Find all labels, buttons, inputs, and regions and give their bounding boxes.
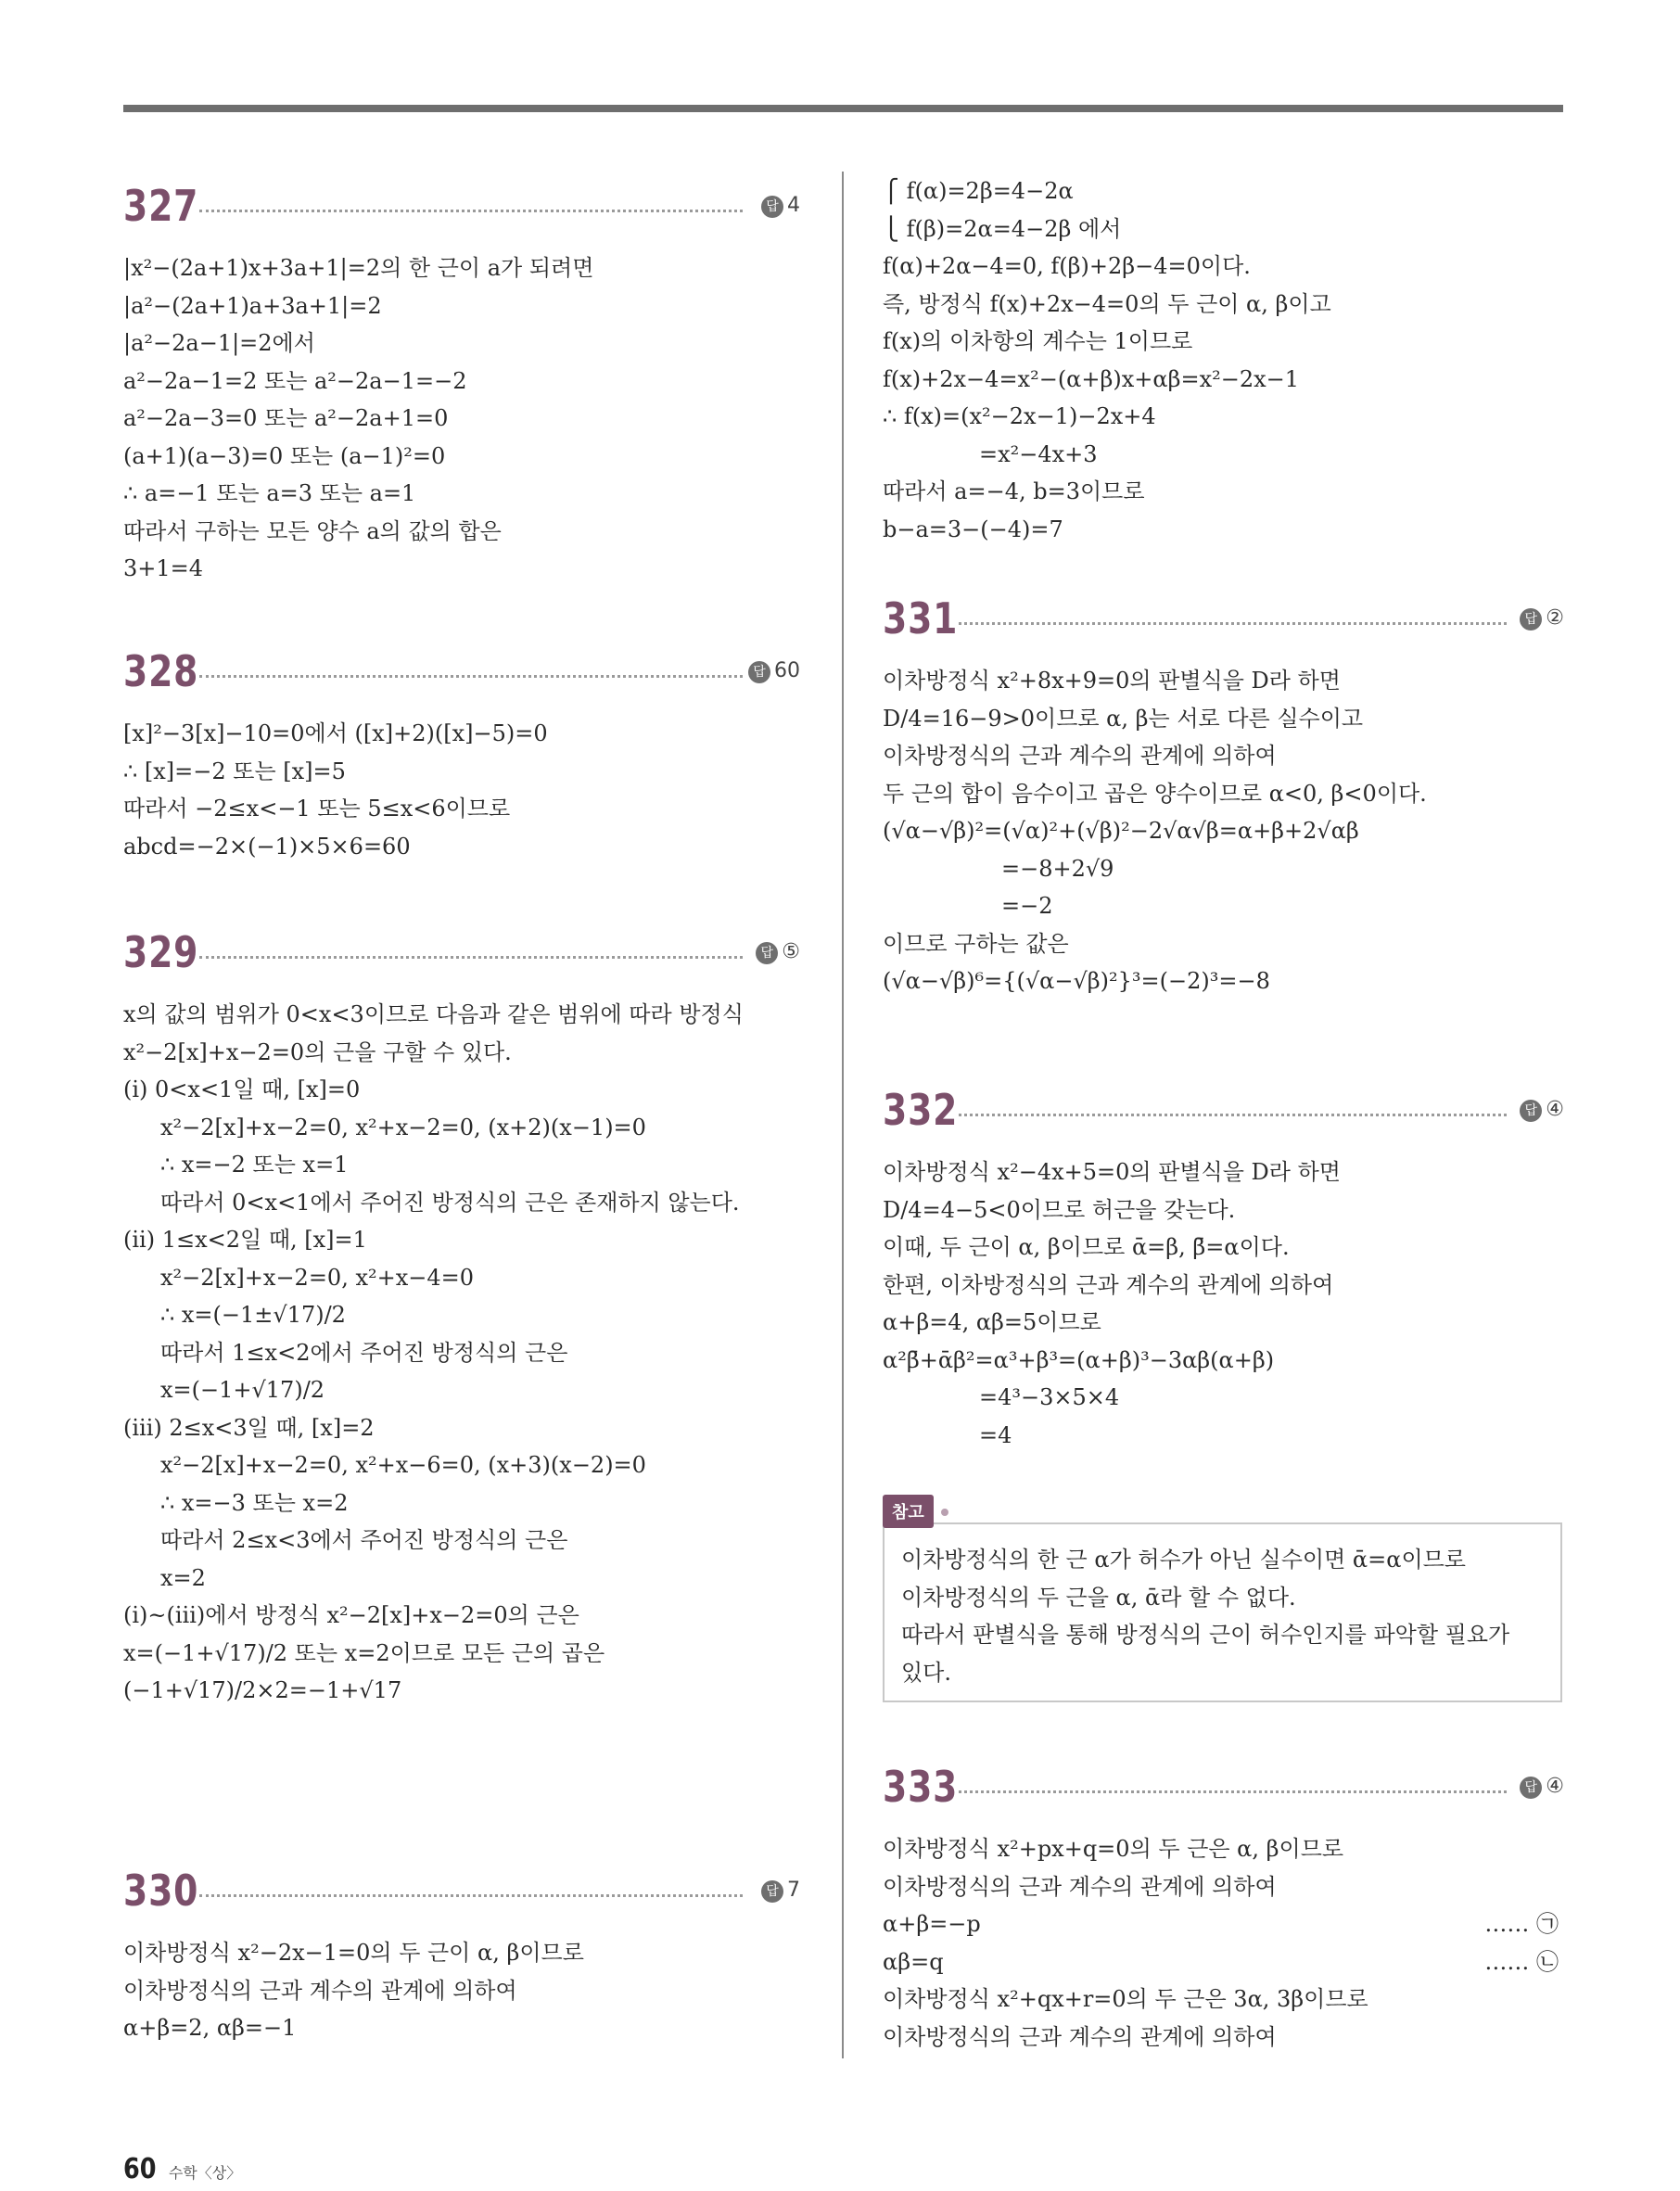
solution-line <box>883 1830 1564 1868</box>
line-text: x²−2[x]+x−2=0, x²+x−6=0, (x+3)(x−2)=0 <box>160 1452 646 1478</box>
solution-line <box>123 1146 800 1184</box>
problem-330 <box>123 1866 800 2047</box>
solution-line <box>123 1972 800 2010</box>
line-text: =−8+2√9 <box>1001 855 1114 882</box>
solution-line <box>123 790 800 828</box>
leader-dots <box>199 1894 743 1897</box>
continued-solution-330 <box>883 169 1564 548</box>
problem-327 <box>123 181 800 588</box>
solution-line <box>123 1522 800 1560</box>
solution-line <box>123 996 800 1034</box>
column-divider <box>842 172 844 2058</box>
answer-value: ② <box>1546 606 1564 630</box>
problem-329 <box>123 927 800 1710</box>
solution-line <box>123 1371 800 1409</box>
answer-label <box>748 659 800 683</box>
solution-line <box>883 1379 1564 1417</box>
solution-line <box>123 363 800 401</box>
solution-line <box>123 1184 800 1222</box>
solution-line <box>883 1981 1564 2019</box>
solution-line <box>883 850 1564 888</box>
solution-line <box>123 1034 800 1072</box>
line-text: 두 근의 합이 음수이고 곱은 양수이므로 α<0, β<0이다. <box>883 780 1427 807</box>
answer-value: ④ <box>1546 1098 1564 1121</box>
line-text: x의 값의 범위가 0<x<3이므로 다음과 같은 범위에 따라 방정식 <box>123 1001 744 1027</box>
problem-header <box>883 1085 1564 1150</box>
problem-number: 329 <box>123 927 199 977</box>
line-text: ⎩ f(β)=2α=4−2β 에서 <box>883 215 1122 242</box>
line-text: 이차방정식의 근과 계수의 관계에 의하여 <box>883 1873 1277 1900</box>
note-line: 따라서 판별식을 통해 방정식의 근이 허수인지를 파악할 필요가 <box>901 1622 1510 1648</box>
problem-header <box>123 181 800 246</box>
solution-lines <box>883 172 1564 548</box>
answer-icon: 답 <box>748 661 770 683</box>
reference-note <box>883 1495 1562 1702</box>
solution-line <box>883 1304 1564 1342</box>
solution-line <box>123 1672 800 1710</box>
line-text: ⎧ f(α)=2β=4−2α <box>883 178 1074 204</box>
solution-line <box>123 1446 800 1484</box>
problem-331 <box>883 593 1564 1000</box>
answer-label <box>1520 606 1564 631</box>
line-text: b−a=3−(−4)=7 <box>883 516 1063 542</box>
solution-line <box>123 513 800 551</box>
solution-line <box>123 400 800 438</box>
note-bullet-icon <box>941 1509 948 1516</box>
solution-line <box>883 925 1564 963</box>
problem-328 <box>123 646 800 865</box>
leader-dots <box>199 675 743 678</box>
line-text: x²−2[x]+x−2=0, x²+x−2=0, (x+2)(x−1)=0 <box>160 1114 646 1140</box>
solution-line <box>123 249 800 287</box>
answer-label <box>756 940 800 964</box>
line-text: 3+1=4 <box>123 555 204 581</box>
solution-lines <box>123 715 800 865</box>
line-text: 이차방정식 x²+px+q=0의 두 근은 α, β이므로 <box>883 1836 1344 1862</box>
problem-header <box>883 1762 1564 1827</box>
solution-line <box>883 887 1564 925</box>
solution-line <box>883 1905 1564 1943</box>
solution-line <box>883 962 1564 1000</box>
answer-value: 60 <box>774 659 800 682</box>
solution-line <box>123 1296 800 1334</box>
line-text: 이차방정식의 근과 계수의 관계에 의하여 <box>883 743 1277 769</box>
line-text: |a²−(2a+1)a+3a+1|=2 <box>123 292 382 319</box>
problem-number: 331 <box>883 593 959 643</box>
line-text: 따라서 0<x<1에서 주어진 방정식의 근은 존재하지 않는다. <box>160 1189 740 1216</box>
line-text: [x]²−3[x]−10=0에서 ([x]+2)([x]−5)=0 <box>123 720 548 746</box>
solution-line <box>123 1109 800 1147</box>
solution-line <box>123 1934 800 1972</box>
leader-dots <box>959 622 1507 625</box>
solution-line <box>123 475 800 513</box>
answer-value: ④ <box>1546 1775 1564 1798</box>
line-text: ∴ x=−3 또는 x=2 <box>160 1489 349 1516</box>
answer-icon: 답 <box>1520 1777 1542 1799</box>
problem-number: 332 <box>883 1085 959 1135</box>
solution-lines <box>883 1153 1564 1454</box>
equation-tag: …… ㉡ <box>1484 1948 1559 1975</box>
line-text: 이차방정식의 근과 계수의 관계에 의하여 <box>123 1977 517 2004</box>
note-label: 참고 <box>883 1495 934 1528</box>
note-line: 있다. <box>901 1659 951 1686</box>
solution-line <box>123 1409 800 1447</box>
line-text: (ⅰ)~(ⅲ)에서 방정식 x²−2[x]+x−2=0의 근은 <box>123 1602 579 1628</box>
solution-line <box>883 1267 1564 1305</box>
line-text: (ⅲ) 2≤x<3일 때, [x]=2 <box>123 1414 375 1441</box>
line-text: ∴ x=(−1±√17)/2 <box>160 1302 346 1328</box>
top-rule <box>123 105 1563 112</box>
answer-icon: 답 <box>1520 1100 1542 1122</box>
answer-label <box>1520 1098 1564 1122</box>
solution-line <box>123 1484 800 1522</box>
solution-line <box>883 172 1564 210</box>
problem-header <box>123 927 800 992</box>
solution-line <box>123 325 800 363</box>
solution-line <box>883 2019 1564 2057</box>
solution-lines <box>883 662 1564 1000</box>
answer-value: 4 <box>787 194 800 217</box>
line-text: D/4=16−9>0이므로 α, β는 서로 다른 실수이고 <box>883 705 1364 732</box>
line-text: =x²−4x+3 <box>979 440 1098 467</box>
solution-line <box>883 1191 1564 1229</box>
answer-value: ⑤ <box>782 940 800 963</box>
line-text: x=2 <box>160 1564 206 1591</box>
line-text: 이차방정식의 근과 계수의 관계에 의하여 <box>883 2023 1277 2050</box>
line-text: 한편, 이차방정식의 근과 계수의 관계에 의하여 <box>883 1271 1334 1298</box>
solution-line <box>883 700 1564 738</box>
solution-line <box>883 398 1564 436</box>
line-text: 이차방정식 x²−2x−1=0의 두 근이 α, β이므로 <box>123 1940 584 1966</box>
solution-line <box>883 737 1564 775</box>
line-text: α+β=4, αβ=5이므로 <box>883 1309 1101 1335</box>
line-text: ∴ [x]=−2 또는 [x]=5 <box>123 758 346 784</box>
answer-icon: 답 <box>1520 608 1542 631</box>
solution-line <box>123 438 800 476</box>
line-text: 따라서 a=−4, b=3이므로 <box>883 478 1145 504</box>
line-text: =4 <box>979 1421 1012 1448</box>
line-text: (ⅰ) 0<x<1일 때, [x]=0 <box>123 1076 361 1102</box>
line-text: abcd=−2×(−1)×5×6=60 <box>123 833 411 860</box>
line-text: |x²−(2a+1)x+3a+1|=2의 한 근이 a가 되려면 <box>123 255 594 281</box>
solution-line <box>123 715 800 753</box>
line-text: 이때, 두 근이 α, β이므로 ᾱ=β, β̄=α이다. <box>883 1234 1290 1260</box>
leader-dots <box>199 210 743 212</box>
solution-line <box>123 2009 800 2047</box>
solution-line <box>883 1229 1564 1267</box>
solution-line <box>883 1868 1564 1906</box>
solution-line <box>123 828 800 866</box>
page-number: 60 <box>123 2153 157 2185</box>
line-text: D/4=4−5<0이므로 허근을 갖는다. <box>883 1196 1236 1223</box>
answer-label <box>1520 1775 1564 1799</box>
solution-line <box>123 1334 800 1372</box>
problem-header <box>883 593 1564 658</box>
solution-line <box>123 550 800 588</box>
line-text: 따라서 2≤x<3에서 주어진 방정식의 근은 <box>160 1527 568 1553</box>
line-text: 이차방정식 x²+8x+9=0의 판별식을 D라 하면 <box>883 668 1341 694</box>
book-title: 수학〈상〉 <box>168 2164 242 2182</box>
line-text: 즉, 방정식 f(x)+2x−4=0의 두 근이 α, β이고 <box>883 290 1331 317</box>
solution-line <box>883 248 1564 286</box>
line-text: a²−2a−3=0 또는 a²−2a+1=0 <box>123 405 449 431</box>
solution-line <box>883 775 1564 813</box>
solution-line <box>123 753 800 791</box>
line-text: a²−2a−1=2 또는 a²−2a−1=−2 <box>123 367 467 394</box>
line-text: ∴ a=−1 또는 a=3 또는 a=1 <box>123 480 416 506</box>
line-text: f(α)+2α−4=0, f(β)+2β−4=0이다. <box>883 253 1251 279</box>
answer-icon: 답 <box>761 196 783 218</box>
line-text: =−2 <box>1001 893 1053 919</box>
solution-line <box>883 210 1564 248</box>
solution-line <box>123 287 800 325</box>
line-text: |a²−2a−1|=2에서 <box>123 330 315 356</box>
solution-line <box>883 1342 1564 1380</box>
leader-dots <box>959 1790 1507 1793</box>
line-text: x²−2[x]+x−2=0, x²+x−4=0 <box>160 1264 475 1291</box>
solution-line <box>883 812 1564 850</box>
equation-tag: …… ㉠ <box>1484 1911 1559 1937</box>
solution-line <box>123 1071 800 1109</box>
line-text: x=(−1+√17)/2 <box>160 1377 325 1403</box>
answer-label <box>761 194 800 218</box>
solution-line <box>883 436 1564 474</box>
solution-lines <box>123 249 800 588</box>
solution-line <box>883 1943 1564 1981</box>
solution-line <box>883 473 1564 511</box>
line-text: α+β=2, αβ=−1 <box>123 2015 297 2041</box>
problem-number: 328 <box>123 646 199 696</box>
answer-value: 7 <box>787 1879 800 1902</box>
note-box <box>883 1522 1562 1702</box>
line-text: (a+1)(a−3)=0 또는 (a−1)²=0 <box>123 442 446 469</box>
solution-line <box>123 1221 800 1259</box>
line-text: (√α−√β)²=(√α)²+(√β)²−2√α√β=α+β+2√αβ <box>883 818 1359 844</box>
line-text: =4³−3×5×4 <box>979 1384 1120 1410</box>
line-text: α+β=−p <box>883 1911 981 1937</box>
problem-number: 333 <box>883 1762 959 1812</box>
problem-333 <box>883 1762 1564 2056</box>
solution-line <box>883 1417 1564 1455</box>
solution-line <box>123 1560 800 1598</box>
line-text: (ⅱ) 1≤x<2일 때, [x]=1 <box>123 1227 367 1253</box>
solution-lines <box>123 1934 800 2047</box>
solution-line <box>883 323 1564 361</box>
line-text: 따라서 1≤x<2에서 주어진 방정식의 근은 <box>160 1339 568 1366</box>
solution-line <box>123 1597 800 1635</box>
solution-line <box>123 1635 800 1673</box>
solution-line <box>883 286 1564 324</box>
line-text: 따라서 −2≤x<−1 또는 5≤x<6이므로 <box>123 796 511 822</box>
line-text: ∴ x=−2 또는 x=1 <box>160 1152 349 1178</box>
line-text: 이차방정식 x²+qx+r=0의 두 근은 3α, 3β이므로 <box>883 1986 1368 2012</box>
line-text: x²−2[x]+x−2=0의 근을 구할 수 있다. <box>123 1038 512 1065</box>
problem-header <box>123 1866 800 1930</box>
solution-line <box>123 1259 800 1297</box>
solution-line <box>883 361 1564 399</box>
problem-332 <box>883 1085 1564 1454</box>
line-text: (−1+√17)/2×2=−1+√17 <box>123 1677 402 1703</box>
problem-header <box>123 646 800 711</box>
line-text: ∴ f(x)=(x²−2x−1)−2x+4 <box>883 403 1156 429</box>
problem-number: 330 <box>123 1866 199 1916</box>
answer-label <box>761 1879 800 1903</box>
line-text: 이므로 구하는 값은 <box>883 930 1069 957</box>
solution-lines <box>883 1830 1564 2056</box>
solution-line <box>883 511 1564 549</box>
solution-line <box>883 662 1564 700</box>
line-text: α²β̄+ᾱβ²=α³+β³=(α+β)³−3αβ(α+β) <box>883 1346 1275 1373</box>
page-footer <box>123 2153 241 2185</box>
line-text: αβ=q <box>883 1948 944 1975</box>
problem-number: 327 <box>123 181 199 231</box>
note-line: 이차방정식의 두 근을 α, ᾱ라 할 수 없다. <box>901 1584 1296 1611</box>
line-text: f(x)의 이차항의 계수는 1이므로 <box>883 328 1193 354</box>
solution-lines <box>123 996 800 1710</box>
answer-icon: 답 <box>761 1880 783 1903</box>
answer-icon: 답 <box>756 942 778 964</box>
line-text: x=(−1+√17)/2 또는 x=2이므로 모든 근의 곱은 <box>123 1639 605 1666</box>
line-text: (√α−√β)⁶={(√α−√β)²}³=(−2)³=−8 <box>883 968 1270 994</box>
solution-line <box>883 1153 1564 1191</box>
note-line: 이차방정식의 한 근 α가 허수가 아닌 실수이면 ᾱ=α이므로 <box>901 1547 1466 1573</box>
leader-dots <box>959 1114 1507 1116</box>
line-text: 이차방정식 x²−4x+5=0의 판별식을 D라 하면 <box>883 1159 1341 1185</box>
line-text: f(x)+2x−4=x²−(α+β)x+αβ=x²−2x−1 <box>883 365 1300 392</box>
line-text: 따라서 구하는 모든 양수 a의 값의 합은 <box>123 517 502 544</box>
leader-dots <box>199 956 743 959</box>
